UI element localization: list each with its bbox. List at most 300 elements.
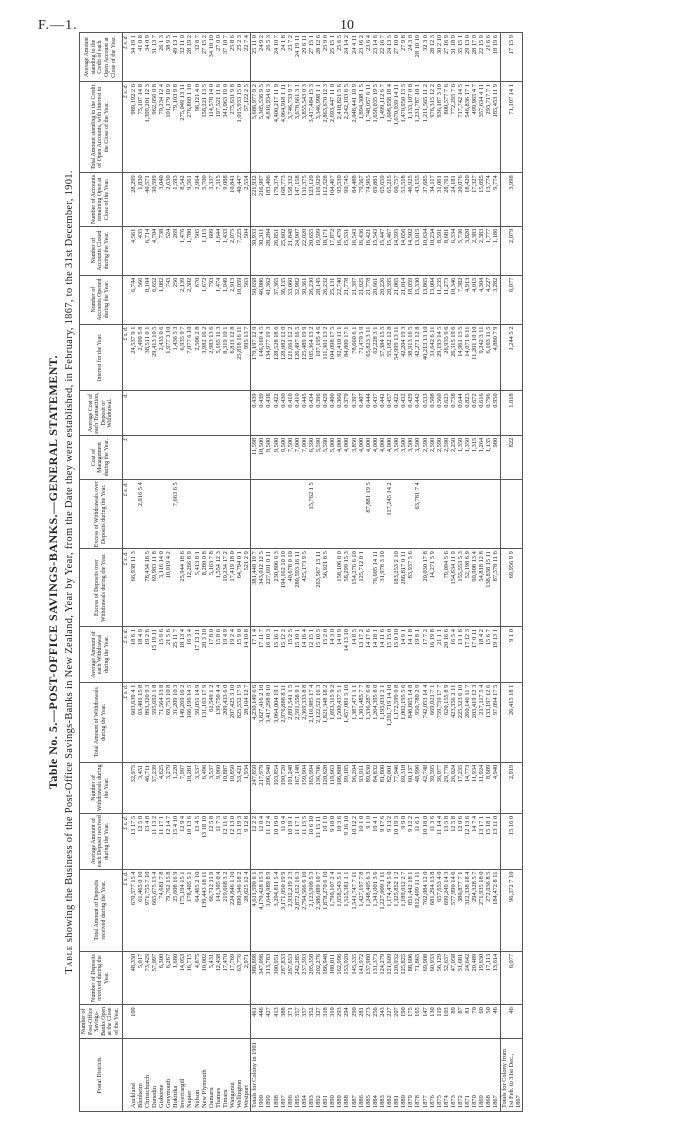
table-cell: 60,137: [407, 762, 414, 813]
table-subtitle-text: showing the Business of the Post-Office Savings-Banks in New Zealand, Year by Year, from the Date they were established, in February, 1867, to the 31st December, 1901.: [64, 170, 75, 943]
table-cell: [222, 435, 229, 479]
table-cell: 32,982: [294, 275, 301, 324]
table-cell: 3,417,484 15 3: [308, 82, 315, 173]
table-cell: 24,642: [464, 951, 471, 1004]
table-cell: 3,500: [393, 435, 400, 479]
table-cell: 79,103 9 8: [172, 82, 179, 173]
table-cell: 1,301,485 7 7: [358, 682, 365, 762]
unit-cell: [122, 1038, 130, 1111]
table-cell: 5,590: [322, 435, 329, 479]
table-cell: 1,115: [201, 226, 208, 275]
table-cell: 371: [287, 1005, 294, 1038]
table-cell: 84,809 17 1: [343, 324, 350, 391]
table-cell: 343,012 12 5: [258, 549, 265, 627]
table-cell: 139,750 4 4: [215, 682, 222, 762]
table-cell: 10,841: [229, 173, 236, 226]
table-cell: 17 1 4: [251, 627, 259, 683]
table-cell: 36,077: [436, 762, 443, 813]
table-cell: 28 19 2: [186, 33, 193, 82]
year-label: [315, 1038, 322, 1111]
table-cell: 71,107 14 1: [500, 82, 522, 173]
unit-cell: [122, 1005, 130, 1038]
table-cell: 27 9 8: [400, 33, 407, 82]
table-cell: 25,818 16 11: [236, 324, 243, 391]
table-cell: 2,693,447 11 0: [329, 82, 336, 173]
table-cell: 5,000: [329, 435, 336, 479]
table-cell: 18 19 6: [492, 33, 500, 82]
table-cell: 34 10 10: [208, 33, 215, 82]
year-total-row: [429, 33, 436, 1112]
table-cell: 33,060: [287, 275, 294, 324]
year-label: [258, 1038, 265, 1111]
table-cell: [165, 435, 172, 479]
table-cell: 0.508: [429, 391, 436, 435]
table-cell: 577,990 14 6: [450, 869, 457, 951]
table-cell: 11 7 3: [215, 813, 222, 869]
table-cell: [179, 1005, 186, 1038]
table-cell: 851,442 18 1: [407, 869, 414, 951]
table-cell: 10,234 17 2: [222, 549, 229, 627]
table-cell: 62,228 3 1: [372, 324, 379, 391]
table-cell: 27 10 0: [393, 33, 400, 82]
table-cell: 5,736: [457, 226, 464, 275]
table-cell: 31,209 10 3: [172, 682, 179, 762]
table-cell: 22,740: [336, 275, 343, 324]
table-cell: [308, 549, 315, 627]
table-cell: 26,315 19 6: [450, 324, 457, 391]
table-cell: 81: [464, 1005, 471, 1038]
table-cell: [215, 480, 222, 549]
year-value: 1869: [478, 1095, 486, 1108]
table-cell: 17 0 11: [471, 627, 478, 683]
table-cell: 21,778: [365, 275, 372, 324]
unit-cell: £ s. d.: [122, 480, 130, 549]
table-cell: 37,365: [273, 275, 280, 324]
table-cell: 90,745: [343, 173, 350, 226]
district-name: Invercargill: [179, 1038, 186, 1111]
table-cell: 136,706: [315, 762, 322, 813]
table-cell: 34,117: [429, 173, 436, 226]
table-cell: 17 12 3: [464, 627, 471, 683]
table-cell: 670: [194, 275, 201, 324]
table-cell: 11 15 11: [315, 813, 322, 869]
table-cell: 10 4 1: [372, 813, 379, 869]
table-cell: 42,204 19 3: [400, 324, 407, 391]
year-value: 1880: [400, 1095, 408, 1108]
table-cell: 10 1 0: [322, 813, 329, 869]
unit-cell: £: [122, 435, 130, 479]
table-cell: 126,497 16 5: [294, 324, 301, 391]
table-cell: 989,192 2 6: [130, 82, 137, 173]
table-cell: 9,500: [273, 435, 280, 479]
table-cell: 128,082 12 0: [280, 324, 287, 391]
year-value: 1868: [485, 1095, 493, 1108]
table-cell: 0.360: [336, 391, 343, 435]
table-cell: 114,578 14 0: [208, 82, 215, 173]
table-cell: 3,644,989 8 9: [265, 869, 272, 951]
table-cell: 10 3 6: [336, 813, 343, 869]
table-cell: 0.560: [436, 391, 443, 435]
table-cell: [229, 435, 236, 479]
table-cell: 2,554: [243, 173, 251, 226]
table-cell: 19,630: [478, 951, 485, 1004]
table-cell: 14 1 8: [407, 627, 414, 683]
table-cell: 9 16 10: [343, 813, 350, 869]
table-cell: 131,375: [301, 173, 308, 226]
table-cell: 202,276: [315, 951, 322, 1004]
year-value: 1901: [251, 1042, 259, 1055]
year-value: 1893: [308, 1095, 315, 1108]
district-row: [243, 33, 251, 1112]
table-cell: 1.018: [500, 391, 522, 435]
table-cell: 1,244 5 2: [500, 324, 522, 391]
table-cell: 225,323 6 10: [457, 682, 464, 762]
table-cell: 46,086: [258, 275, 265, 324]
table-cell: 109: [130, 1005, 137, 1038]
table-cell: 57,122 2 5: [243, 82, 251, 173]
table-cell: 28,145: [315, 275, 322, 324]
table-cell: 57,384 15 5: [379, 324, 386, 391]
table-cell: 1,220: [172, 762, 179, 813]
table-cell: 193,854: [273, 762, 280, 813]
year-total-row: [315, 33, 322, 1112]
table-cell: 1,433: [222, 226, 229, 275]
table-cell: 2,383: [471, 226, 478, 275]
table-cell: 84,832: [372, 762, 379, 813]
year-label: [336, 1038, 343, 1111]
table-cell: [172, 391, 179, 435]
table-cell: 8,681: [443, 226, 450, 275]
table-cell: 15,543: [372, 226, 379, 275]
table-cell: 19 2 4: [229, 627, 236, 683]
year-total-row: [280, 33, 287, 1112]
table-cell: 224,846 1 10: [229, 869, 236, 951]
table-cell: 9 9 0: [400, 813, 407, 869]
table-cell: [165, 1005, 172, 1038]
table-cell: 69,908: [422, 951, 429, 1004]
table-cell: [186, 1005, 193, 1038]
table-cell: 3,171,050 19 9: [280, 869, 287, 951]
table-cell: 153,920: [343, 951, 350, 1004]
table-cell: 286,817 0 11: [400, 549, 407, 627]
table-cell: 256: [172, 275, 179, 324]
table-cell: 230,806 6 3: [273, 549, 280, 627]
table-cell: 357,634 4 11: [478, 82, 485, 173]
table-cell: [329, 480, 336, 549]
table-cell: 24 10 7: [273, 33, 280, 82]
table-cell: 1,291,719 14 10: [386, 682, 393, 762]
year-total-row: [329, 33, 336, 1112]
table-cell: [194, 480, 201, 549]
table-cell: 4,000: [365, 435, 372, 479]
table-cell: 3,116 14 0: [158, 549, 165, 627]
table-cell: 25 11 7: [172, 627, 179, 683]
table-cell: [172, 1005, 179, 1038]
year-label: [386, 1038, 393, 1111]
table-cell: [222, 391, 229, 435]
table-cell: 313,783: [265, 951, 272, 1004]
table-cell: 12 0 4: [258, 813, 265, 869]
table-cell: 19 4 9: [222, 627, 229, 683]
year-total-row: [443, 33, 450, 1112]
table-cell: 104,467: [329, 173, 336, 226]
table-cell: 341,063 19 0: [222, 82, 229, 173]
table-cell: 14 0 9: [336, 627, 343, 683]
table-cell: 63,481 15 8: [137, 682, 144, 762]
table-cell: 0.432: [400, 391, 407, 435]
year-value: 1874: [442, 1095, 450, 1108]
table-cell: [351, 480, 358, 549]
table-cell: 3,982 16 2: [201, 324, 208, 391]
year-total-row: [301, 33, 308, 1112]
table-cell: 9,500: [265, 435, 272, 479]
savings-bank-statement-table: [79, 32, 523, 1112]
table-cell: 183,406: [265, 173, 272, 226]
table-cell: 28,104 12 7: [243, 682, 251, 762]
table-cell: 14,053: [179, 951, 186, 1004]
year-label: [478, 1038, 485, 1111]
table-cell: 14 9 1: [400, 627, 407, 683]
table-cell: 14 8 5: [351, 627, 358, 683]
table-cell: [236, 391, 243, 435]
table-cell: 4,913: [464, 275, 471, 324]
table-cell: 123,120: [308, 173, 315, 226]
district-name: Blenheim: [137, 1038, 144, 1111]
table-cell: [208, 480, 215, 549]
year-total-row: [322, 33, 329, 1112]
table-cell: 190: [400, 1005, 407, 1038]
table-cell: 2,506 2 8: [194, 324, 201, 391]
table-cell: 1,499,112 6 7: [379, 82, 386, 173]
table-cell: 2,075: [229, 226, 236, 275]
district-name: Christchurch: [144, 1038, 151, 1111]
table-cell: 20,489: [471, 951, 478, 1004]
year-label: [422, 1038, 429, 1111]
table-cell: 0.444: [365, 391, 372, 435]
table-cell: 10,059: [236, 275, 243, 324]
table-cell: 380,898: [251, 951, 259, 1004]
table-cell: 83,937 5 6: [407, 549, 414, 627]
table-cell: [243, 435, 251, 479]
year-label: [365, 1038, 372, 1111]
table-cell: 0.434: [308, 391, 315, 435]
table-cell: 99,185: [343, 762, 350, 813]
unit-cell: £ s. d.: [122, 627, 130, 683]
table-cell: 11 15 5: [301, 813, 308, 869]
table-cell: 24 9 2: [258, 33, 265, 82]
table-cell: 8,280 0 8: [201, 549, 208, 627]
table-cell: 24,537 9 1: [130, 324, 137, 391]
district-row: [215, 33, 222, 1112]
table-cell: [478, 480, 485, 549]
table-cell: 10 6 10: [308, 813, 315, 869]
table-cell: 21,014: [400, 275, 407, 324]
table-cell: 90,908 13 4: [471, 549, 478, 627]
table-cell: 116,929: [315, 173, 322, 226]
table-cell: 0.738: [450, 391, 457, 435]
table-cell: 158,106 0 0: [336, 549, 343, 627]
table-cell: 162,996: [336, 951, 343, 1004]
table-cell: 1,672: [201, 275, 208, 324]
table-cell: 6,267: [165, 951, 172, 1004]
table-cell: 10,234: [429, 226, 436, 275]
table-cell: 38 9 5: [165, 33, 172, 82]
table-cell: 24 19 11: [294, 33, 301, 82]
table-cell: [436, 549, 443, 627]
table-cell: 2,386,089 10 7: [315, 869, 322, 951]
table-cell: 7,000: [301, 435, 308, 479]
table-cell: 18 4 2: [478, 627, 485, 683]
column-header: Postal Districts.: [80, 1038, 123, 1111]
column-header: Cost of Management during the Year.: [80, 435, 123, 479]
table-cell: 20,076: [457, 173, 464, 226]
table-cell: [436, 480, 443, 549]
table-cell: 52,198 6 9: [464, 549, 471, 627]
year-label: [457, 1038, 464, 1111]
table-cell: 20 16 6: [443, 627, 450, 683]
table-cell: 23 6 4: [365, 33, 372, 82]
table-cell: 318: [322, 1005, 329, 1038]
table-cell: 5,590: [315, 435, 322, 479]
table-cell: [336, 480, 343, 549]
table-cell: 1,554 12 3: [215, 549, 222, 627]
table-cell: 5,700: [201, 173, 208, 226]
table-cell: 28 12 3: [429, 33, 436, 82]
table-cell: 388: [280, 1005, 287, 1038]
table-cell: 3,500: [400, 435, 407, 479]
table-cell: 14 17 6: [365, 627, 372, 683]
table-cell: 20,030 17 8: [422, 549, 429, 627]
table-cell: 1,264,395 8 0: [372, 682, 379, 762]
column-header: Number of Accounts Opened during the Year.: [80, 275, 123, 324]
table-cell: 29,413 10 5: [151, 324, 158, 391]
table-cell: [186, 480, 193, 549]
table-cell: [414, 549, 421, 627]
table-subtitle-lead: Table: [64, 945, 75, 974]
table-cell: 14 7 4: [471, 813, 478, 869]
table-cell: 104,098 17 5: [329, 324, 336, 391]
table-cell: 28,299: [130, 173, 137, 226]
table-cell: 1,002,195 5 6: [400, 682, 407, 762]
table-cell: [208, 1005, 215, 1038]
table-cell: 4,880 7 9: [492, 324, 500, 391]
year-total-row: [258, 33, 265, 1112]
table-cell: 24,181: [450, 173, 457, 226]
table-cell: 15 0 10: [393, 627, 400, 683]
table-cell: 48,330: [130, 951, 137, 1004]
table-cell: 595,692 1 8: [151, 682, 158, 762]
table-cell: 1,830: [137, 173, 144, 226]
table-cell: [137, 549, 144, 627]
table-cell: 0.796: [485, 391, 492, 435]
table-cell: [201, 435, 208, 479]
table-cell: 2,123,909 5 3: [308, 869, 315, 951]
year-value: 1871: [464, 1095, 472, 1108]
year-total-row: [478, 33, 485, 1112]
table-cell: 12 2 2: [251, 813, 259, 869]
table-cell: 1,658,543 5 1: [336, 869, 343, 951]
table-cell: 762,084 12 0: [422, 869, 429, 951]
year-value: 1872: [456, 1095, 464, 1108]
year-total-row: [251, 33, 259, 1112]
table-cell: 0.672: [471, 391, 478, 435]
table-cell: 12 13 0: [229, 813, 236, 869]
table-cell: 2,433 0 6: [158, 324, 165, 391]
table-cell: 1,790,107 2 4: [329, 869, 336, 951]
table-cell: 107,195 4 6: [315, 324, 322, 391]
table-cell: 31 13 7: [151, 33, 158, 82]
table-cell: 37,239: [151, 762, 158, 813]
table-cell: 49 13 1: [172, 33, 179, 82]
table-cell: 12 5 8: [450, 813, 457, 869]
table-cell: 15,531: [343, 226, 350, 275]
table-cell: 995 13 7: [243, 324, 251, 391]
table-cell: 11 3 6: [429, 813, 436, 869]
table-cell: 413: [273, 1005, 280, 1038]
table-cell: 1,457,081 5 10: [343, 682, 350, 762]
year-value: 1896: [286, 1095, 294, 1108]
table-cell: 25,131: [329, 275, 336, 324]
table-cell: 26,415 18 1: [500, 682, 522, 762]
table-cell: 39,395: [429, 762, 436, 813]
table-cell: 28,284: [265, 226, 272, 275]
table-cell: 4,000: [386, 435, 393, 479]
year-label: [485, 1038, 492, 1111]
table-cell: 1,670,939 14 11: [393, 82, 400, 173]
table-cell: 347,096: [258, 951, 265, 1004]
table-cell: 120,932: [393, 951, 400, 1004]
table-cell: 1,593: [172, 173, 179, 226]
rotated-table-sheet: [42, 32, 682, 1112]
district-name: Wellington: [236, 1038, 243, 1111]
table-cell: 74,965: [365, 173, 372, 226]
table-cell: 1,680: [172, 951, 179, 1004]
table-cell: 24 3 0: [407, 33, 414, 82]
year-value: 1889: [336, 1095, 344, 1108]
table-cell: 24 13 5: [386, 33, 393, 82]
table-cell: [158, 391, 165, 435]
table-cell: 2,499 5 8: [137, 324, 144, 391]
table-cell: 60,757: [393, 173, 400, 226]
table-cell: 34 0 9: [144, 33, 151, 82]
table-cell: 10 1 0: [358, 813, 365, 869]
table-cell: 29,193 14 5: [436, 324, 443, 391]
year-total-row: [436, 33, 443, 1112]
table-cell: 11 13 2: [151, 813, 158, 869]
table-cell: 8,319 10 1: [222, 324, 229, 391]
table-cell: 20 3 10: [201, 627, 208, 683]
table-cell: [179, 391, 186, 435]
table-cell: 22 15 9: [478, 33, 485, 82]
table-cell: [151, 391, 158, 435]
table-cell: 603,639 4 1: [130, 682, 137, 762]
table-cell: 9 1 0: [500, 627, 522, 683]
district-name: Westport: [243, 1038, 251, 1111]
table-cell: [492, 480, 500, 549]
table-cell: 23 14 6: [372, 33, 379, 82]
year-total-row: [365, 33, 372, 1112]
table-cell: 41,362: [265, 275, 272, 324]
table-cell: 6,652: [151, 275, 158, 324]
table-cell: [158, 1005, 165, 1038]
year-value: 1876: [428, 1095, 436, 1108]
table-cell: 50,658: [251, 275, 259, 324]
table-cell: 260,140 11 7: [464, 682, 471, 762]
table-cell: 14,071 6 11: [464, 324, 471, 391]
table-cell: 29 6 11: [301, 33, 308, 82]
table-cell: 425,173 9 5: [301, 549, 308, 627]
year-value: 1897: [279, 1095, 287, 1108]
